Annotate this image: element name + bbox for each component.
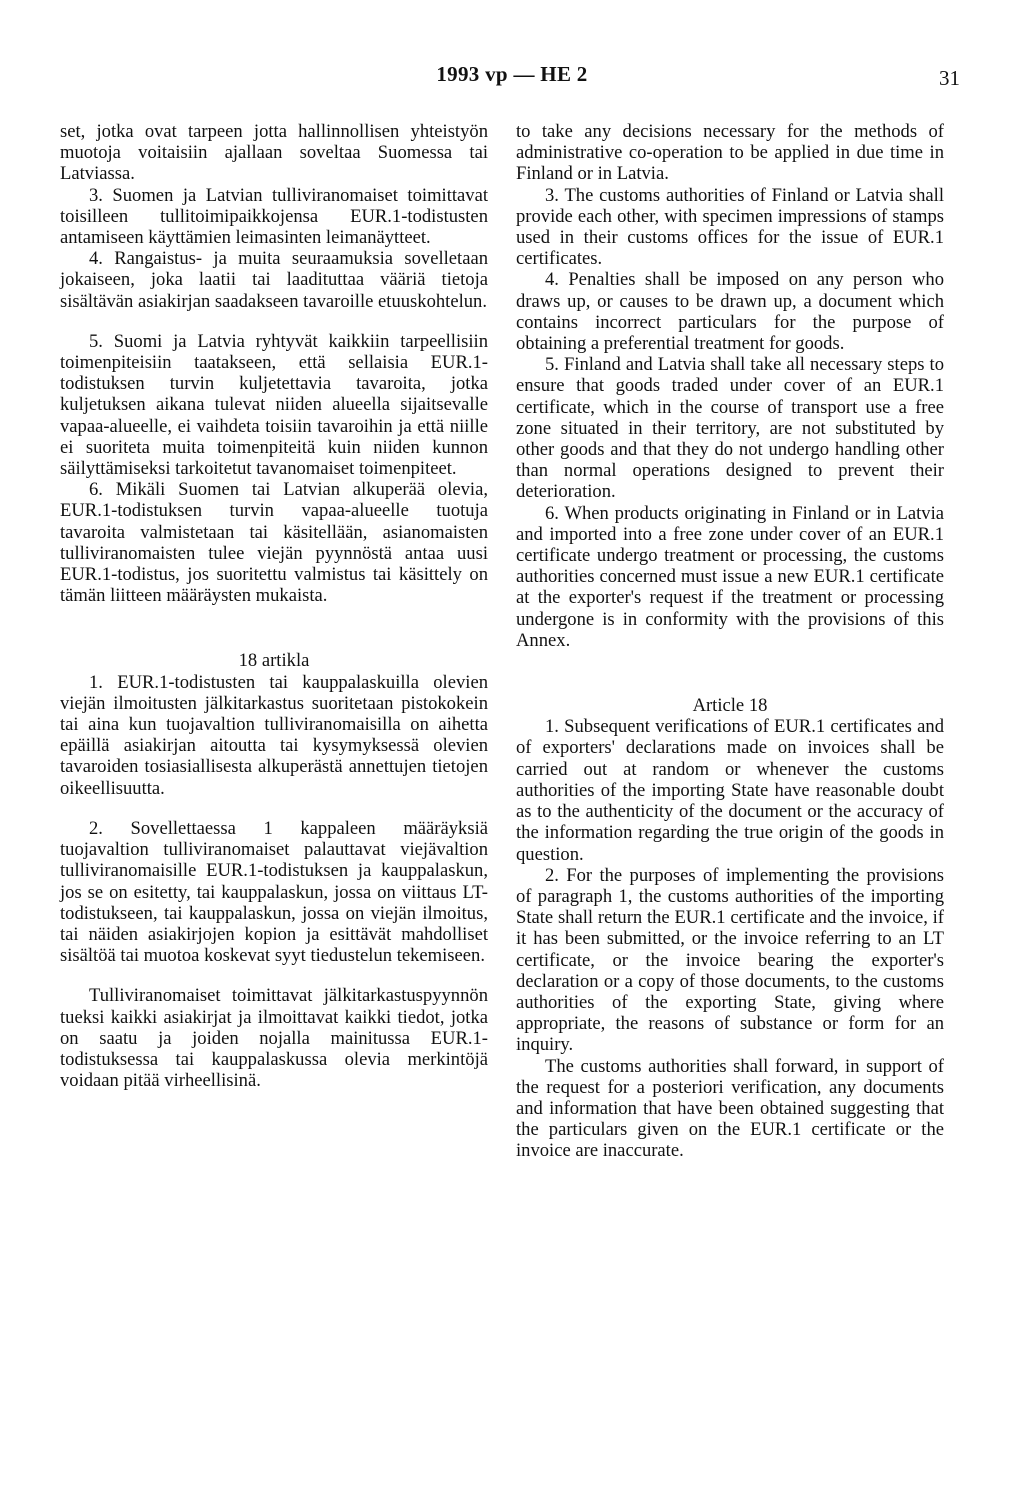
english-column — [516, 121, 944, 1162]
paragraph: 3. The customs authorities of Finland or Latvia shall provide each other, with specimen impressions of stamps used in their customs offices for the issue of EUR.1 certificates. — [516, 184, 944, 270]
paragraph: 3. Suomen ja Latvian tulliviranomaiset toimittavat toisilleen tullitoimipaikkojensa EUR.1-todistusten antamiseen käyttämien leimasinten leimanäytteet. — [60, 184, 488, 249]
paragraph: 1. EUR.1-todistusten tai kauppalaskuilla olevien viejän ilmoitusten jälkitarkastus suoritetaan pistokokein tai aina kun tuojavaltion tulliviranomaisilla on aihetta epäillä asiakirjan aitoutta tai kysymyksessä olevien tavaroiden tosiasiallisesta alkuperästä annettujen tietojen oikeellisuutta. — [60, 671, 488, 799]
paragraph: set, jotka ovat tarpeen jotta hallinnollisen yhteistyön muotoja voitaisiin ajallaan soveltaa Suomessa tai Latviassa. — [60, 121, 488, 185]
paragraph: 5. Finland and Latvia shall take all necessary steps to ensure that goods traded under cover of an EUR.1 certificate, which in the course of transport use a free zone situated in their territory, are not substituted by other goods and that they do not undergo handling other than normal operations designed to prevent their deterioration. — [516, 354, 944, 503]
finnish-column — [60, 121, 488, 1091]
page-number: 31 — [939, 66, 960, 90]
paragraph: Tulliviranomaiset toimittavat jälkitarkastuspyynnön tueksi kaikki asiakirjat ja ilmoittavat kaikki tiedot, jotka on saatu ja joiden nojalla mainitussa EUR.1-todistuksessa tai kauppalaskussa olevia merkintöjä voidaan pitää virheellisinä. — [60, 985, 488, 1092]
paragraph: 2. For the purposes of implementing the provisions of paragraph 1, the customs authorities of the importing State shall return the EUR.1 certificate and the invoice, if it has been submitted, or the invoice referring to an LT certificate, or the invoice bearing the exporter's declaration or a copy of those documents, to the customs authorities of the exporting State, giving where appropriate, the reasons of substance or form for an inquiry. — [516, 864, 944, 1056]
paragraph: to take any decisions necessary for the methods of administrative co-operation to be applied in due time in Finland or in Latvia. — [516, 121, 944, 185]
article-heading: Article 18 — [692, 695, 768, 717]
paragraph: 2. Sovellettaessa 1 kappaleen määräyksiä tuojavaltion tulliviranomaiset palauttavat viejävaltion tulliviranomaisille EUR.1-todistuksen ja kauppalaskun, jos se on esitetty, tai kauppalaskun, jossa on viittaus LT-todistukseen, tai kauppalaskun, jossa on viejän ilmoitus, tai näiden asiakirjojen kopion ja esittävät mahdolliset sisältöä tai muotoa koskevat syyt tiedustelun tekemiseen. — [60, 817, 488, 967]
running-header: 1993 vp — HE 2 — [436, 62, 588, 86]
paragraph: 4. Penalties shall be imposed on any person who draws up, or causes to be drawn up, a document which contains incorrect particulars for the purpose of obtaining a preferential treatment for goods. — [516, 269, 944, 355]
paragraph: The customs authorities shall forward, in support of the request for a posteriori verification, any documents and information that have been obtained suggesting that the particulars given on the EUR.1 certificate or the invoice are inaccurate. — [516, 1055, 944, 1162]
paragraph: 4. Rangaistus- ja muita seuraamuksia sovelletaan jokaiseen, joka laatii tai laadituttaa vääriä tietoja sisältävän asiakirjan saadakseen tavaroille etuuskohtelun. — [60, 248, 488, 312]
paragraph: 5. Suomi ja Latvia ryhtyvät kaikkiin tarpeellisiin toimenpiteisiin taatakseen, että sellaisia EUR.1-todistuksen turvin kuljetettavia tavaroita, jotka kuljetuksen aikana tulevat niiden alueella sijaitsevalle vapaa-alueelle, ei vaihdeta toisiin tavaroihin ja että niille ei suoriteta muita toimenpiteitä kuin niiden kunnon säilyttämiseksi tarkoitetut tavanomaiset toimenpiteet. — [60, 330, 488, 480]
paragraph: 6. When products originating in Finland or in Latvia and imported into a free zone under cover of an EUR.1 certificate undergo treatment or processing, the customs authorities concerned must issue a new EUR.1 certificate at the exporter's request if the treatment or processing undergone is in conformity with the provisions of this Annex. — [516, 502, 944, 651]
article-heading: 18 artikla — [238, 650, 310, 672]
paragraph: 1. Subsequent verifications of EUR.1 certificates and of exporters' declarations made on invoices shall be carried out at random or whenever the customs authorities of the importing State have reasonable doubt as to the authenticity of the document or the accuracy of the information regarding the true origin of the goods in question. — [516, 716, 944, 865]
paragraph: 6. Mikäli Suomen tai Latvian alkuperää olevia, EUR.1-todistuksen turvin vapaa-alueelle tuotuja tavaroita valmistetaan tai käsitellään, asianomaisten tulliviranomaisten tulee viejän pyynnöstä antaa uusi EUR.1-todistus, jos suoritettu valmistus tai käsittely on tämän liitteen määräysten mukaista. — [60, 479, 488, 607]
